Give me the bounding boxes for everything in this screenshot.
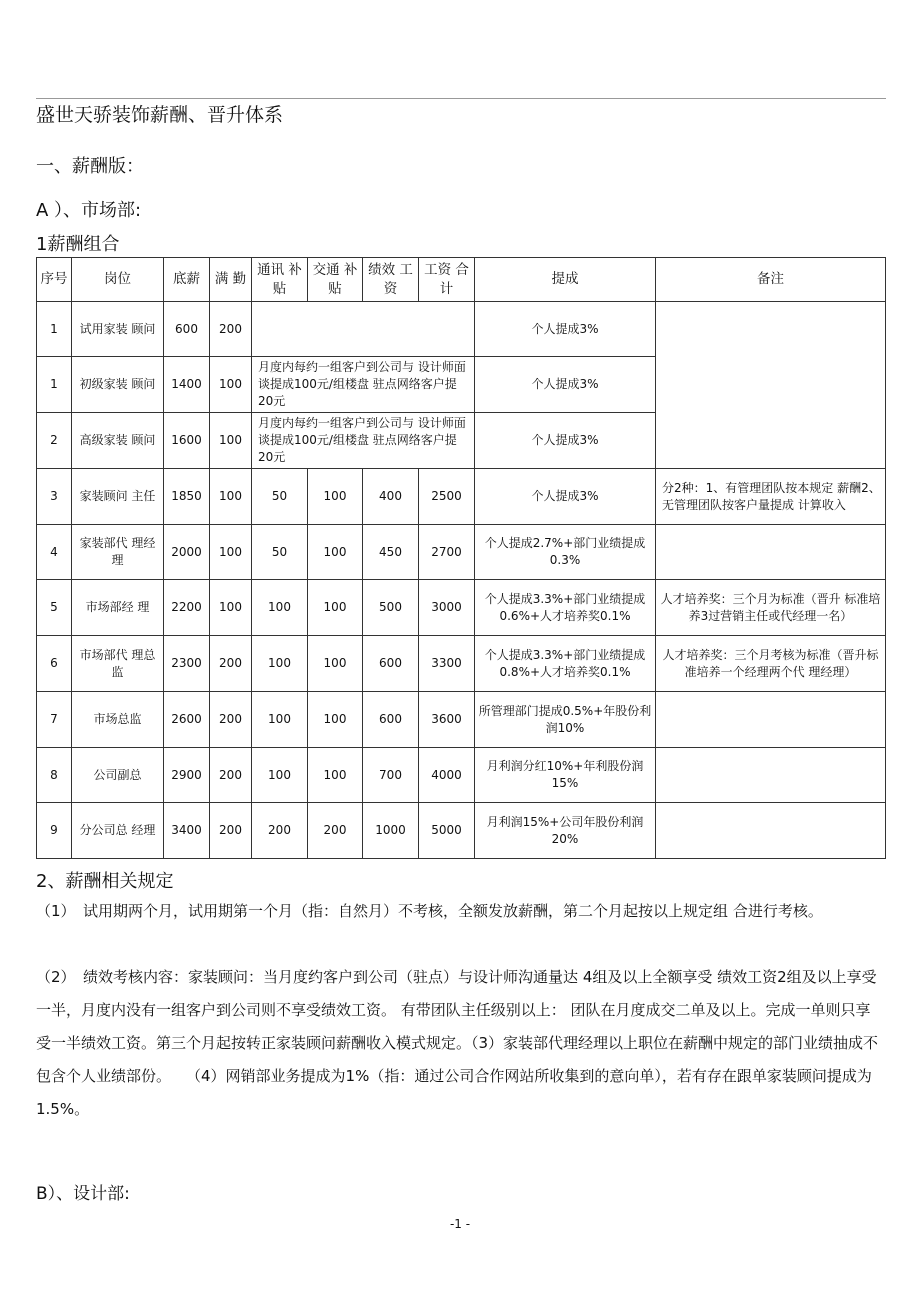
cell-attend: 200	[210, 692, 252, 748]
document-title: 盛世天骄装饰薪酬、晋升体系	[36, 104, 284, 126]
cell-perf: 600	[363, 692, 419, 748]
table-row	[37, 692, 886, 748]
header-cell: 岗位	[72, 258, 164, 302]
cell-base: 2300	[164, 636, 210, 692]
table-row	[37, 580, 886, 636]
cell-comm: 100	[252, 580, 308, 636]
header-cell: 工资 合计	[419, 258, 475, 302]
cell-comm: 100	[252, 748, 308, 803]
cell-attend: 100	[210, 469, 252, 525]
cell-base: 2600	[164, 692, 210, 748]
header-rule	[36, 98, 886, 99]
cell-base: 2000	[164, 525, 210, 580]
cell-trans: 100	[308, 469, 363, 525]
header-cell: 交通 补贴	[308, 258, 363, 302]
header-cell: 底薪	[164, 258, 210, 302]
cell-remark	[656, 692, 886, 748]
cell-trans: 100	[308, 748, 363, 803]
cell-post: 分公司总 经理	[72, 803, 164, 859]
cell-commission: 个人提成3%	[475, 469, 656, 525]
cell-no: 6	[37, 636, 72, 692]
cell-perf: 1000	[363, 803, 419, 859]
cell-remark	[656, 748, 886, 803]
cell-base: 2900	[164, 748, 210, 803]
cell-remark: 人才培养奖：三个月考核为标准（晋升标准培养一个经理两个代 理经理）	[656, 636, 886, 692]
cell-commission: 个人提成3%	[475, 357, 656, 413]
cell-post: 市场总监	[72, 692, 164, 748]
cell-no: 4	[37, 525, 72, 580]
table-row	[37, 469, 886, 525]
cell-commission: 个人提成3.3%+部门业绩提成0.6%+人才培养奖0.1%	[475, 580, 656, 636]
cell-no: 7	[37, 692, 72, 748]
cell-attend: 100	[210, 525, 252, 580]
cell-comm: 100	[252, 692, 308, 748]
cell-attend: 100	[210, 413, 252, 469]
cell-shared-note: 月度内每约一组客户到公司与 设计师面谈提成100元/组楼盘 驻点网络客户提 20元	[252, 413, 475, 469]
cell-trans: 100	[308, 692, 363, 748]
cell-remark: 分2种：1、有管理团队按本规定 薪酬2、无管理团队按客户量提成 计算收入	[656, 469, 886, 525]
cell-comm: 100	[252, 636, 308, 692]
cell-no: 8	[37, 748, 72, 803]
header-cell: 序号	[37, 258, 72, 302]
cell-remark	[656, 525, 886, 580]
cell-no: 1	[37, 302, 72, 357]
cell-trans: 100	[308, 636, 363, 692]
cell-commission: 个人提成3%	[475, 413, 656, 469]
rule-paragraph-1: （1） 试用期两个月，试用期第一个月（指：自然月）不考核，全额发放薪酬，第二个月起按以上规定组 合进行考核。	[36, 902, 823, 920]
cell-no: 2	[37, 413, 72, 469]
section-heading-design: B）、设计部:	[36, 1184, 130, 1204]
cell-base: 1400	[164, 357, 210, 413]
cell-commission: 个人提成2.7%+部门业绩提成 0.3%	[475, 525, 656, 580]
cell-attend: 200	[210, 748, 252, 803]
cell-perf: 450	[363, 525, 419, 580]
cell-post: 公司副总	[72, 748, 164, 803]
table-row	[37, 748, 886, 803]
cell-post: 家装部代 理经理	[72, 525, 164, 580]
cell-attend: 100	[210, 357, 252, 413]
cell-base: 1600	[164, 413, 210, 469]
cell-base: 2200	[164, 580, 210, 636]
cell-total: 3600	[419, 692, 475, 748]
cell-attend: 200	[210, 803, 252, 859]
cell-total: 5000	[419, 803, 475, 859]
section-heading-marketing: A ）、市场部:	[36, 200, 142, 221]
cell-commission: 个人提成3%	[475, 302, 656, 357]
cell-base: 600	[164, 302, 210, 357]
cell-attend: 100	[210, 580, 252, 636]
cell-perf: 500	[363, 580, 419, 636]
cell-attend: 200	[210, 636, 252, 692]
cell-attend: 200	[210, 302, 252, 357]
header-cell: 提成	[475, 258, 656, 302]
cell-total: 2500	[419, 469, 475, 525]
header-cell: 绩效 工资	[363, 258, 419, 302]
cell-comm: 200	[252, 803, 308, 859]
cell-shared-note: 月度内每约一组客户到公司与 设计师面谈提成100元/组楼盘 驻点网络客户提 20元	[252, 357, 475, 413]
cell-empty	[252, 302, 475, 357]
cell-commission: 个人提成3.3%+部门业绩提成0.8%+人才培养奖0.1%	[475, 636, 656, 692]
cell-post: 家装顾问 主任	[72, 469, 164, 525]
cell-remark	[656, 803, 886, 859]
cell-post: 试用家装 顾问	[72, 302, 164, 357]
table-header-row	[37, 258, 886, 302]
table-row	[37, 302, 886, 357]
cell-commission: 所管理部门提成0.5%+年股份利润10%	[475, 692, 656, 748]
cell-total: 3300	[419, 636, 475, 692]
cell-post: 高级家装 顾问	[72, 413, 164, 469]
table-row	[37, 803, 886, 859]
cell-remark-blank	[656, 302, 886, 469]
table-row	[37, 525, 886, 580]
subheading-salary-rules: 2、薪酬相关规定	[36, 871, 174, 892]
subheading-salary-combination: 1薪酬组合	[36, 234, 120, 255]
cell-no: 1	[37, 357, 72, 413]
header-cell: 通讯 补贴	[252, 258, 308, 302]
cell-base: 3400	[164, 803, 210, 859]
cell-trans: 200	[308, 803, 363, 859]
cell-trans: 100	[308, 525, 363, 580]
header-cell: 备注	[656, 258, 886, 302]
cell-commission: 月利润15%+公司年股份利润20%	[475, 803, 656, 859]
cell-trans: 100	[308, 580, 363, 636]
cell-post: 初级家装 顾问	[72, 357, 164, 413]
cell-comm: 50	[252, 525, 308, 580]
section-heading-salary: 一、薪酬版：	[36, 156, 144, 177]
cell-no: 5	[37, 580, 72, 636]
cell-post: 市场部代 理总监	[72, 636, 164, 692]
rule-paragraph-2: （2） 绩效考核内容：家装顾问：当月度约客户到公司（驻点）与设计师沟通量达 4组及以上全额享受 绩效工资2组及以上享受一半，月度内没有一组客户到公司则不享受绩效工资。 有带团队主任级别以上： 团队在月度成交二单及以上。完成一单则只享受一半绩效工资。第三个月起按转正家装顾问薪酬收入模式规定。（3）家装部代理经理以上职位在薪酬中规定的部门业绩抽成不包含个人业绩部份。 （4）网销部业务提成为1%（指：通过公司合作网站所收集到的意向单），若有存在跟单家装顾问提成为1.5%。	[36, 968, 879, 1118]
table-row	[37, 636, 886, 692]
page-number: -1 -	[449, 1217, 471, 1231]
cell-perf: 600	[363, 636, 419, 692]
header-cell: 满 勤	[210, 258, 252, 302]
salary-table	[36, 257, 886, 859]
cell-no: 3	[37, 469, 72, 525]
cell-commission: 月利润分红10%+年利股份润15%	[475, 748, 656, 803]
cell-post: 市场部经 理	[72, 580, 164, 636]
cell-total: 2700	[419, 525, 475, 580]
cell-base: 1850	[164, 469, 210, 525]
cell-perf: 700	[363, 748, 419, 803]
cell-total: 3000	[419, 580, 475, 636]
cell-total: 4000	[419, 748, 475, 803]
cell-comm: 50	[252, 469, 308, 525]
cell-no: 9	[37, 803, 72, 859]
cell-perf: 400	[363, 469, 419, 525]
cell-remark: 人才培养奖：三个月为标准（晋升 标准培养3过营销主任或代经理一名）	[656, 580, 886, 636]
